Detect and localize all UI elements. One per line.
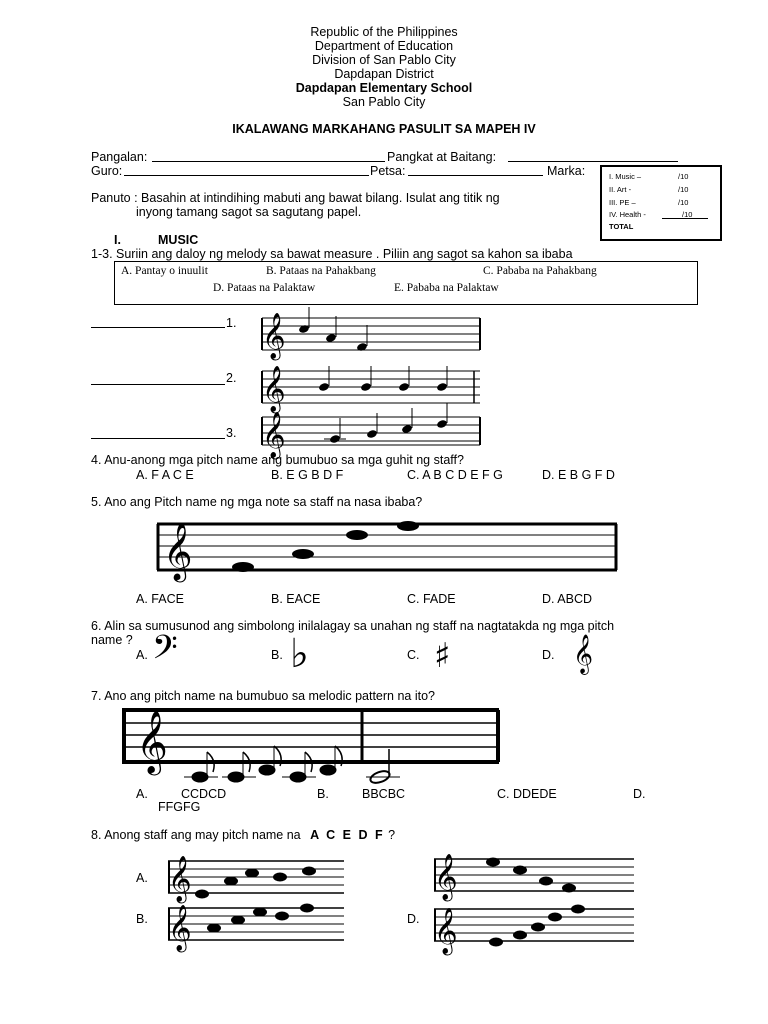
pangkat-line[interactable] <box>508 161 678 162</box>
staff-q8-d <box>434 902 638 954</box>
header-city: San Pablo City <box>342 95 426 109</box>
q7-choice-a-value: CCDCD <box>181 787 227 801</box>
score-health-underline <box>662 218 708 219</box>
guro-line[interactable] <box>124 175 369 176</box>
score-total-label: TOTAL <box>609 222 634 231</box>
q7-choice-d: D. <box>633 787 646 801</box>
treble-clef-icon: 𝄞 <box>136 710 168 773</box>
q8-qmark: ? <box>388 828 396 842</box>
treble-clef-icon: 𝄞 <box>262 313 286 359</box>
score-music-label: I. Music – <box>609 172 642 181</box>
treble-clef-icon: 𝄞 <box>573 634 594 674</box>
score-music-value: /10 <box>678 172 689 181</box>
pangalan-label: Pangalan: <box>91 150 148 164</box>
q8-prompt-text: 8. Anong staff ang may pitch name na <box>91 828 301 842</box>
exam-title: IKALAWANG MARKAHANG PASULIT SA MAPEH IV <box>232 122 536 136</box>
treble-clef-icon: 𝄞 <box>262 412 286 458</box>
q6-prompt-line-1: 6. Alin sa sumusunod ang simbolong inilalagay sa unahan ng staff na nagtatakda ng mga pitch <box>91 619 615 633</box>
flat-icon: ♭ <box>290 631 309 677</box>
score-box <box>600 165 722 241</box>
section-name: MUSIC <box>158 233 199 247</box>
q6-choice-a: A. <box>136 648 148 662</box>
header-line-republic: Republic of the Philippines <box>310 25 458 39</box>
q5-choice-a: A. FACE <box>136 592 184 606</box>
q7-choice-b: B. <box>317 787 329 801</box>
item-1-number: 1. <box>226 316 237 330</box>
header-school-name: Dapdapan Elementary School <box>295 81 473 95</box>
staff-item-1 <box>262 313 482 359</box>
q7-prompt: 7. Ano ang pitch name na bumubuo sa melodic pattern na ito? <box>91 689 435 703</box>
treble-clef-icon: 𝄞 <box>262 366 286 412</box>
q5-prompt: 5. Ano ang Pitch name ng mga note sa staff na nasa ibaba? <box>91 495 423 509</box>
q6-choice-c: C. <box>407 648 420 662</box>
staff-item-2 <box>262 366 482 412</box>
score-health-value: /10 <box>682 210 693 219</box>
treble-clef-icon: 𝄞 <box>168 856 192 902</box>
petsa-label: Petsa: <box>370 164 406 178</box>
choice-c: C. Pababa na Pahakbang <box>483 265 597 277</box>
q8-label-b: B. <box>136 912 148 926</box>
q7-choice-b-value: BBCBC <box>362 787 406 801</box>
q5-choice-c: C. FADE <box>407 592 456 606</box>
q8-letters: A C E D F <box>310 828 385 842</box>
choice-e: E. Pababa na Palaktaw <box>394 282 499 294</box>
q7-choice-c: C. DDEDE <box>497 787 557 801</box>
sharp-icon: ♯ <box>434 636 451 676</box>
score-health-label: IV. Health - <box>609 210 646 219</box>
item-2-number: 2. <box>226 371 237 385</box>
q4-prompt: 4. Anu-anong mga pitch name ang bumubuo sa mga guhit ng staff? <box>91 453 464 467</box>
staff-q8-b <box>168 903 348 951</box>
answer-line-1[interactable] <box>91 327 225 328</box>
choice-d: D. Pataas na Palaktaw <box>213 282 316 294</box>
score-art-value: /10 <box>678 185 689 194</box>
q8-label-d: D. <box>407 912 420 926</box>
q5-choice-d: D. ABCD <box>542 592 593 606</box>
treble-clef-icon: 𝄞 <box>434 854 458 900</box>
q7-choice-d-value: FFGFG <box>158 800 201 814</box>
pangalan-line[interactable] <box>152 161 385 162</box>
answer-line-2[interactable] <box>91 384 225 385</box>
treble-clef-icon: 𝄞 <box>163 522 193 580</box>
marka-label: Marka: <box>547 164 586 178</box>
melody-notes <box>298 307 368 352</box>
q1-3-prompt: 1-3. Suriin ang daloy ng melody sa bawat measure . Piliin ang sagot sa kahon sa ibaba <box>91 247 573 261</box>
item-3-number: 3. <box>226 426 237 440</box>
q7-choice-a: A. <box>136 787 148 801</box>
treble-clef-icon: 𝄞 <box>168 905 192 951</box>
pangkat-label: Pangkat at Baitang: <box>387 150 497 164</box>
staff-q5 <box>157 522 619 580</box>
q4-choice-c: C. A B C D E F G <box>407 468 503 482</box>
melody-notes <box>324 403 448 444</box>
section-number: I. <box>114 233 121 247</box>
staff-q8-a <box>168 858 348 900</box>
q8-label-a: A. <box>136 871 148 885</box>
directions-line-1: Panuto : Basahin at intindihing mabuti ang bawat bilang. Isulat ang titik ng <box>91 191 500 205</box>
staff-q8-c <box>434 854 638 900</box>
q4-choice-b: B. E G B D F <box>271 468 344 482</box>
answer-line-3[interactable] <box>91 438 225 439</box>
directions-line-2: inyong tamang sagot sa sagutang papel. <box>136 205 362 219</box>
bass-clef-icon: 𝄢 <box>152 629 178 675</box>
guro-label: Guro: <box>91 164 123 178</box>
treble-clef-icon: 𝄞 <box>434 908 458 954</box>
header-line-district: Dapdapan District <box>334 67 434 81</box>
choice-b: B. Pataas na Pahakbang <box>266 265 376 277</box>
score-pe-label: III. PE – <box>609 198 636 207</box>
score-pe-value: /10 <box>678 198 689 207</box>
q4-choice-a: A. F A C E <box>136 468 194 482</box>
q4-choice-d: D. E B G F D <box>542 468 615 482</box>
q5-choice-b: B. EACE <box>271 592 321 606</box>
q6-choice-d: D. <box>542 648 555 662</box>
q6-prompt-line-2: name ? <box>91 633 133 647</box>
staff-q7 <box>122 706 502 786</box>
petsa-line[interactable] <box>408 175 543 176</box>
q8-prompt <box>91 828 395 842</box>
header-line-division: Division of San Pablo City <box>312 53 456 67</box>
score-art-label: II. Art - <box>609 185 632 194</box>
staff-item-3 <box>262 412 482 458</box>
q6-choice-b: B. <box>271 648 283 662</box>
choice-a: A. Pantay o inuulit <box>121 265 208 277</box>
header-line-deped: Department of Education <box>314 39 454 53</box>
q7-notes <box>184 746 400 785</box>
